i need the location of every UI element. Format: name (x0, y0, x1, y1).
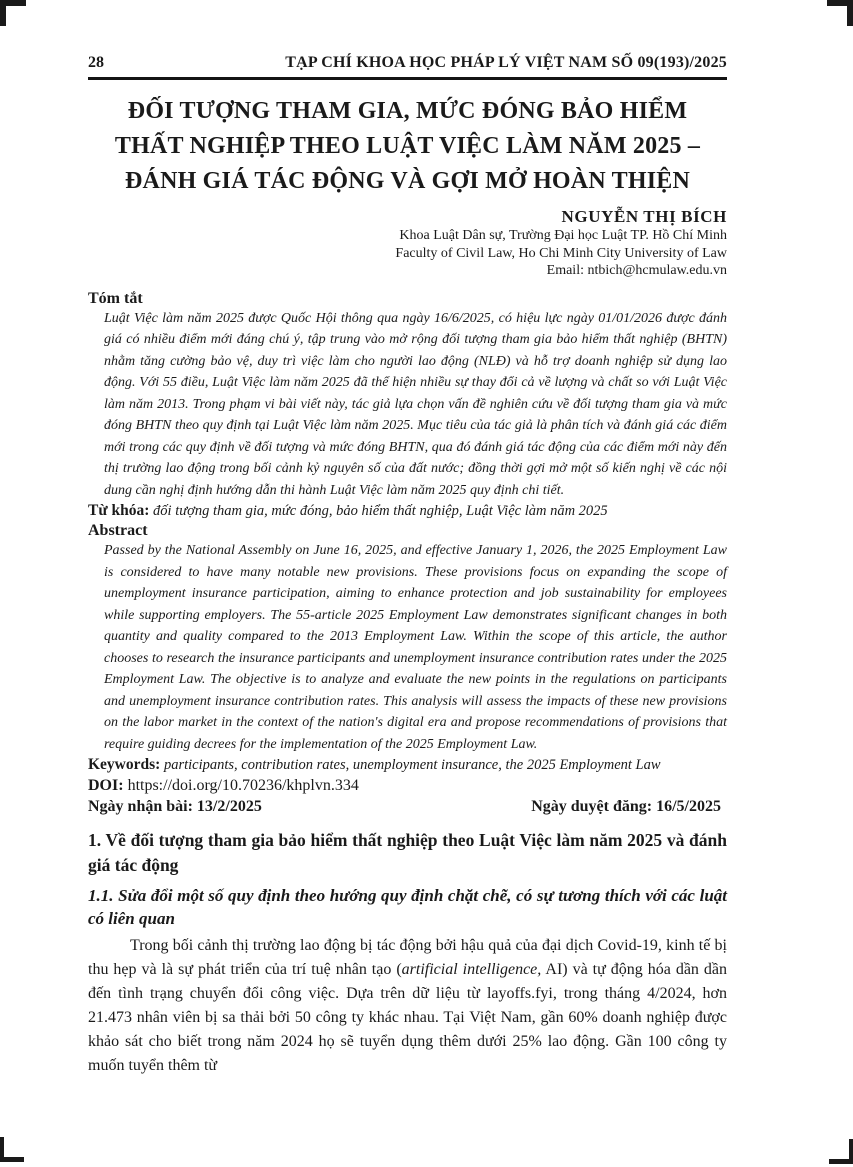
body-paragraph-part-2: AI) và tự động hóa dần dần đến tình trạng chuyển đổi công việc. Dựa trên dữ liệu từ layoffs.fyi, trong tháng 4/2024, hơn 21.473 nhân viên bị sa thải bởi 50 công ty khác nhau. Tại Việt Nam, gần 60% doanh nghiệp được khảo sát cho biết trong năm 2024 họ sẽ tuyển dụng thêm dưới 25% lao động. Gần 100 công ty muốn tuyển thêm từ (88, 961, 728, 1074)
keywords-en-text: participants, contribution rates, unemployment insurance, the 2025 Employment Law (163, 757, 661, 773)
page-number: 28 (88, 54, 104, 71)
running-header (88, 0, 727, 80)
affiliation-vietnamese: Khoa Luật Dân sự, Trường Đại học Luật TP. Hồ Chí Minh (399, 228, 727, 243)
date-received: Ngày nhận bài: 13/2/2025 (88, 798, 262, 815)
crop-mark-bottom-right (829, 1139, 853, 1164)
article-title-line-1: ĐỐI TƯỢNG THAM GIA, MỨC ĐÓNG BẢO HIỂM (127, 98, 688, 124)
body-paragraph-italic-term: artificial intelligence, (401, 961, 542, 978)
dates-row (88, 796, 727, 817)
section-1-1-heading: 1.1. Sửa đổi một số quy định theo hướng quy định chặt chẽ, có sự tương thích với các luật có liên quan (88, 886, 727, 928)
article-title-line-3: ĐÁNH GIÁ TÁC ĐỘNG VÀ GỢI MỞ HOÀN THIỆN (125, 168, 690, 194)
keywords-en-label: Keywords: (88, 756, 161, 773)
abstract-en-text: Passed by the National Assembly on June 16, 2025, and effective January 1, 2026, the 2025 Employment Law is considered to have many notable new provisions. These provisions focus on expanding the scope of unemployment insurance participation, aiming to enhance protection and job sustainability for employees while supporting employers. The 55-article 2025 Employment Law demonstrates significant changes in both quantity and quality compared to the 2013 Employment Law. Within the scope of this article, the author chooses to research the insurance participants and unemployment insurance contribution rates under the 2025 Employment Law. The objective is to analyze and evaluate the new points in the regulations on participants and unemployment insurance contribution rates. This analysis will assess the impacts of these new provisions on the labor market in the context of the nation's digital era and propose recommendations of provisions that require guiding decrees for the implementation of the 2025 Employment Law. (104, 543, 727, 752)
keywords-vi-label: Từ khóa: (88, 502, 150, 519)
keywords-vi-text: đối tượng tham gia, mức đóng, bảo hiểm thất nghiệp, Luật Việc làm năm 2025 (153, 503, 608, 519)
doi-label: DOI: (88, 777, 124, 794)
section-1-heading: 1. Về đối tượng tham gia bảo hiểm thất nghiệp theo Luật Việc làm năm 2025 và đánh giá tác động (88, 830, 727, 875)
doi-url: https://doi.org/10.70236/khplvn.334 (127, 777, 359, 794)
body-paragraph-part-1: Trong bối cảnh thị trường lao động bị tác động bởi hậu quả của đại dịch Covid-19, kinh tế bị thu hẹp và là sự phát triển của trí tuệ nhân tạo ( (88, 937, 727, 978)
page-content (88, 0, 727, 1078)
date-accepted: Ngày duyệt đăng: 16/5/2025 (531, 798, 721, 815)
author-name: NGUYỄN THỊ BÍCH (561, 207, 727, 226)
crop-mark-top-right (827, 0, 853, 26)
abstract-en-heading: Abstract (88, 522, 148, 539)
keywords-vi-line (88, 501, 727, 521)
abstract-vi-text: Luật Việc làm năm 2025 được Quốc Hội thông qua ngày 16/6/2025, có hiệu lực ngày 01/01/2026 được đánh giá có nhiều điểm mới đáng chú ý, tập trung vào mở rộng đối tượng tham gia bảo hiểm thất nghiệp (BHTN) nhằm tăng cường bảo vệ, duy trì việc làm cho người lao động (NLĐ) và hỗ trợ doanh nghiệp sử dụng lao động. Với 55 điều, Luật Việc làm năm 2025 đã thể hiện nhiều sự thay đổi cả về lượng và chất so với Luật Việc làm năm 2013. Trong phạm vi bài viết này, tác giả lựa chọn vấn đề nghiên cứu về đối tượng tham gia và mức đóng BHTN theo quy định tại Luật Việc làm năm 2025. Mục tiêu của tác giả là phân tích và đánh giá các điểm mới trong các quy định về đối tượng và mức đóng BHTN, qua đó đánh giá tác động của các điểm mới này đến thị trường lao động trong bối cảnh kỷ nguyên số của đất nước; đồng thời gợi mở một số kiến nghị về các nội dung cần nghị định hướng dẫn thi hành Luật Việc làm năm 2025 quy định chi tiết. (104, 310, 727, 498)
abstract-vi-heading: Tóm tắt (88, 289, 143, 307)
affiliation-english: Faculty of Civil Law, Ho Chi Minh City University of Law (395, 245, 727, 261)
crop-mark-bottom-left (0, 1137, 24, 1162)
doi-line (88, 775, 727, 796)
article-title-line-2: THẤT NGHIỆP THEO LUẬT VIỆC LÀM NĂM 2025 – (114, 133, 701, 159)
keywords-en-line (88, 755, 727, 775)
article-title (88, 94, 727, 199)
body-paragraph (88, 934, 727, 1078)
author-email: Email: ntbich@hcmulaw.edu.vn (546, 263, 727, 278)
journal-header: TẠP CHÍ KHOA HỌC PHÁP LÝ VIỆT NAM SỐ 09(193)/2025 (285, 54, 727, 71)
crop-mark-top-left (0, 0, 26, 26)
author-block (88, 206, 727, 280)
